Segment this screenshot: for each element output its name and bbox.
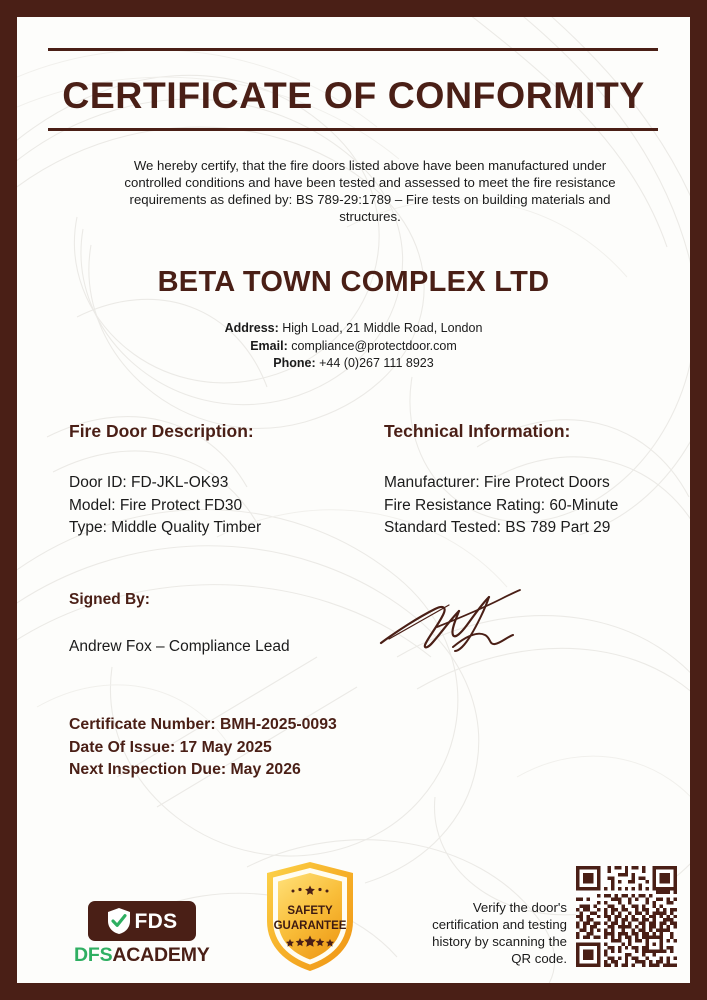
signed-by-heading: Signed By:	[69, 591, 150, 608]
certificate-paper	[17, 17, 690, 983]
badge-line-2: GUARANTEE	[273, 920, 347, 932]
qr-verification-text: Verify the door's certification and testing history by scanning the QR code.	[432, 900, 567, 966]
company-name: BETA TOWN COMPLEX LTD	[157, 266, 550, 298]
dfs-academy-wordmark	[74, 946, 209, 966]
email-value: compliance@protectdoor.com	[291, 338, 457, 353]
certification-statement: We hereby certify, that the fire doors listed above have been manufactured under controlled conditions and have been tested and assessed to meet the fire resistance requirements as defined by: BS 789-29:1789 – Fire tests on building materials and structures.	[124, 158, 616, 224]
fire-door-description-section	[69, 421, 261, 540]
standard-tested-line: Standard Tested: BS 789 Part 29	[384, 519, 611, 536]
certificate-number: Certificate Number: BMH-2025-0093	[69, 716, 337, 733]
company-email-line	[17, 338, 690, 356]
badge-line-1: SAFETY	[287, 905, 333, 917]
date-of-issue: Date Of Issue: 17 May 2025	[69, 738, 272, 756]
technical-information-section	[384, 421, 618, 540]
fds-logo-text: FDS	[134, 909, 178, 933]
qr-code-image[interactable]	[576, 866, 677, 967]
title-rule-bottom	[48, 128, 658, 131]
safety-guarantee-badge-icon	[260, 859, 360, 974]
fire-resistance-rating-line: Fire Resistance Rating: 60-Minute	[384, 496, 619, 514]
door-type-line: Type: Middle Quality Timber	[69, 519, 262, 536]
door-id-line: Door ID: FD-JKL-OK93	[69, 474, 229, 491]
company-contact-block	[17, 320, 690, 373]
company-phone-line	[17, 355, 690, 373]
certificate-meta-block	[69, 714, 337, 782]
handwritten-signature-icon	[377, 587, 527, 657]
fire-door-description-heading: Fire Door Description:	[69, 421, 254, 441]
fds-logo-mark	[88, 901, 196, 941]
phone-label: Phone:	[273, 356, 316, 370]
address-label: Address:	[224, 321, 279, 335]
company-address-line	[17, 320, 690, 338]
technical-information-heading: Technical Information:	[384, 421, 571, 441]
certificate-footer	[17, 847, 690, 983]
dfs-academy-logo	[74, 901, 209, 966]
title-rule-top	[48, 48, 658, 51]
dfs-word: DFS	[74, 944, 113, 966]
page-title: CERTIFICATE OF CONFORMITY	[62, 74, 645, 116]
fire-door-description-lines	[69, 472, 261, 540]
manufacturer-line: Manufacturer: Fire Protect Doors	[384, 474, 610, 491]
next-inspection-due: Next Inspection Due: May 2026	[69, 761, 301, 778]
certificate-content	[17, 17, 690, 983]
email-label: Email:	[250, 338, 288, 353]
technical-information-lines	[384, 472, 618, 540]
academy-word: ACADEMY	[112, 944, 210, 966]
address-value: High Load, 21 Middle Road, London	[282, 321, 483, 335]
signatory-name: Andrew Fox – Compliance Lead	[69, 638, 290, 655]
shield-check-icon	[106, 907, 132, 935]
door-model-line: Model: Fire Protect FD30	[69, 496, 243, 514]
phone-value: +44 (0)267 111 8923	[319, 356, 434, 370]
